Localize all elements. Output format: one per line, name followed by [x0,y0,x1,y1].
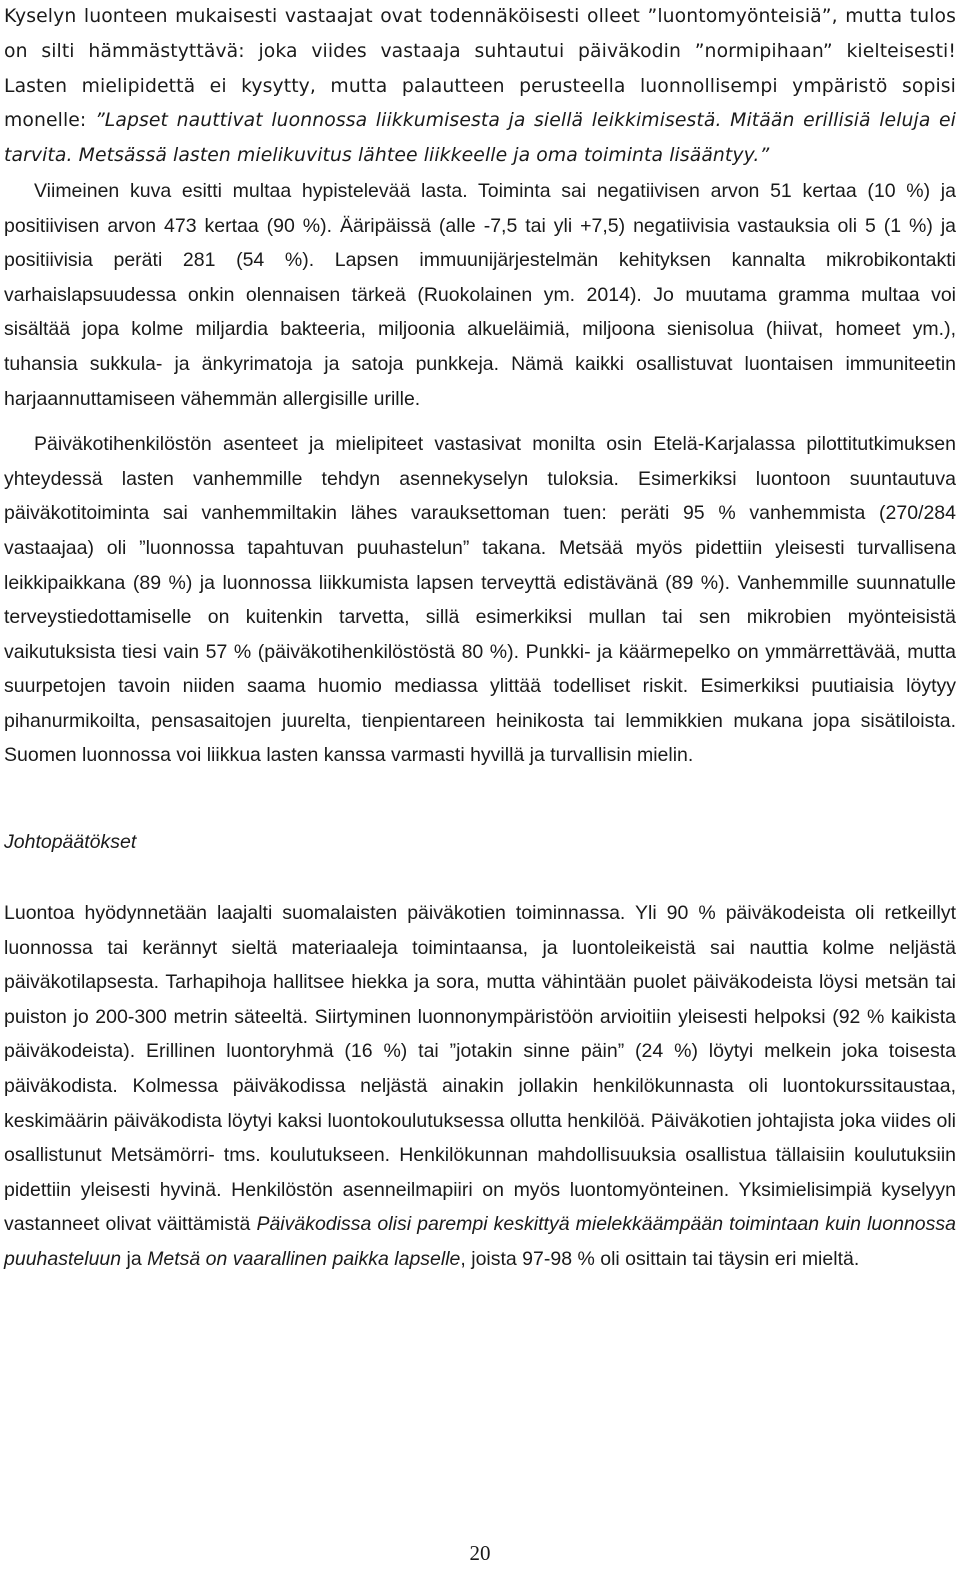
staff-paragraph: Päiväkotihenkilöstön asenteet ja mielipiteet vastasivat monilta osin Etelä-Karjalassa pilottitutkimuksen yhteydessä lasten vanhemmille tehdyn asennekyselyn tuloksia. Esimerkiksi luontoon suuntautuva päiväkotitoiminta sai vanhemmiltakin lähes varauksettoman tuen: peräti 95 % vanhemmista (270/284 vastaajaa) oli ”luonnossa tapahtuvan puuhastelun” takana. Metsää myös pidettiin yleisesti turvallisena leikkipaikkana (89 %) ja luonnossa liikkumista lapsen terveyttä edistävänä (89 %). Vanhemmille suunnatulle terveystiedottamiselle on kuitenkin tarvetta, sillä esimerkiksi mullan tai sen mikrobien myönteisistä vaikutuksista tiesi vain 57 % (päiväkotihenkilöstöstä 80 %). Punkki- ja käärmepelko on ymmärrettävää, mutta suurpetojen tavoin niiden saama huomio mediassa ylittää todelliset riskit. Esimerkiksi puutiaisia löytyy pihanurmikoilta, pensasaitojen juurelta, tienpientareen heinikosta tai lemmikkien mukana jopa sisätiloista. Suomen luonnossa voi liikkua lasten kanssa varmasti hyvillä ja turvallisin mielin. [4,433,956,767]
page-number: 20 [469,1541,491,1565]
conclusion-end: , joista 97-98 % oli osittain tai täysin eri mieltä. [460,1248,860,1271]
soil-paragraph: Viimeinen kuva esitti multaa hypistelevää lasta. Toiminta sai negatiivisen arvon 51 kertaa (10 %) ja positiivisen arvon 473 kertaa (90 %). Ääripäissä (alle -7,5 tai yli +7,5) negatiivisia vastauksia oli 5 (1 %) ja positiivisia peräti 281 (54 %). Lapsen immuunijärjestelmän kehityksen kannalta mikrobikontakti varhaislapsuudessa onkin olennaisen tärkeä (Ruokolainen ym. 2014). Jo muutama gramma multaa voi sisältää jopa kolme miljardia bakteeria, miljoonia alkueläimiä, miljoona sienisolua (hiivat, homeet ym.), tuhansia sukkula- ja änkyrimatoja ja satoja punkkeja. Nämä kaikki osallistuvat luontaisen immuniteetin harjaannuttamiseen vähemmän allergisille urille. [4,179,956,410]
section-heading: Johtopäätökset [4,831,137,854]
intro-text: Kyselyn luonteen mukaisesti vastaajat ovat todennäköisesti olleet ”luontomyönteisiä”, mutta tulos on silti hämmästyttävä: joka viides vastaaja suhtautui päiväkodin ”normipihaan” kielteisesti! Lasten mielipidettä ei kysytty, mutta palautteen perusteella luonnollisempi ympäristö sopisi monelle: [4,6,956,132]
claim-two: Metsä on vaarallinen paikka lapselle [147,1248,461,1271]
intro-paragraph [4,0,956,174]
claim-one: Päiväkodissa olisi parempi keskittyä mielekkäämpään toimintaan kuin luonnossa puuhasteluun [4,1213,956,1271]
conclusion-text: Luontoa hyödynnetään laajalti suomalaisten päiväkotien toiminnassa. Yli 90 % päiväkodeista oli retkeillyt luonnossa tai kerännyt sieltä materiaaleja toimintaansa, ja luontoleikeistä sai nauttia kolme neljästä päiväkotilapsesta. Tarhapihoja hallitsee hiekka ja sora, mutta vähintään puolet päiväkodeista löysi metsän tai puiston jo 200-300 metrin säteeltä. Siirtyminen luonnonympäristöön arvioitiin yleisesti helpoksi (92 % kaikista päiväkodeista). Erillinen luontoryhmä (16 %) tai ”jotakin sinne päin” (24 %) löytyi melkein joka toisesta päiväkodista. Kolmessa päiväkodissa neljästä ainakin jollakin henkilökunnasta oli luontokurssitaustaa, keskimäärin päiväkodista löytyi kaksi luontokoulutuksessa ollutta henkilöä. Päiväkotien johtajista joka viides oli osallistunut Metsämörri- tms. koulutukseen. Henkilökunnan mahdollisuuksia osallistua tällaisiin koulutuksiin pidettiin yleisesti hyvinä. Henkilöstön asenneilmapiiri on myös luontomyönteinen. Yksimielisimpiä kyselyyn vastanneet olivat väittämistä [4,902,956,1236]
conclusion-paragraph [4,896,956,1277]
conclusion-joiner: ja [121,1248,148,1271]
parent-quote: ”Lapset nauttivat luonnossa liikkumisesta ja siellä leikkimisestä. Mitään erillisiä leluja ei tarvita. Metsässä lasten mielikuvitus lähtee liikkeelle ja oma toiminta lisääntyy.” [4,110,957,167]
